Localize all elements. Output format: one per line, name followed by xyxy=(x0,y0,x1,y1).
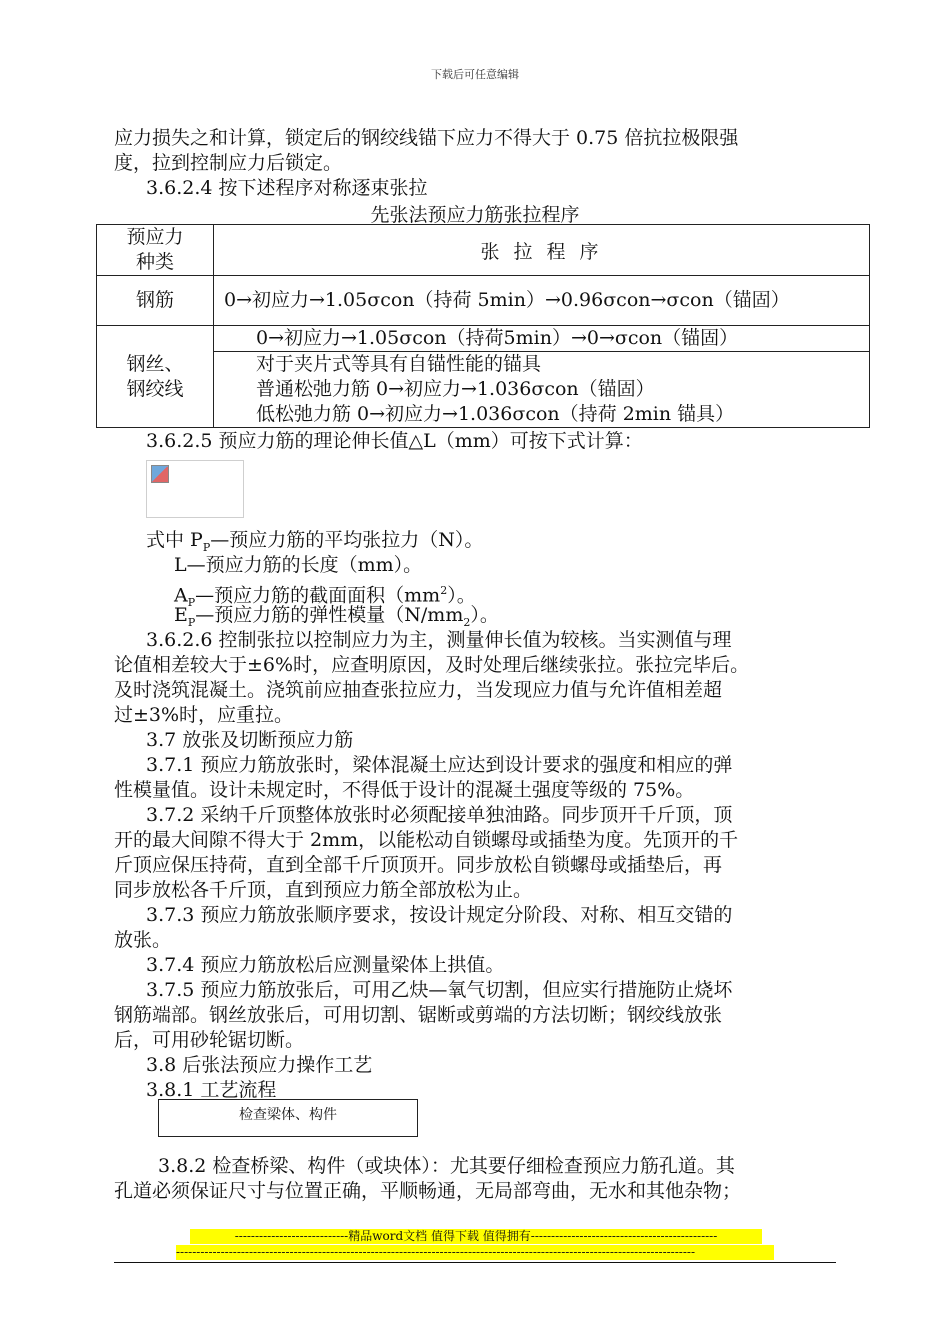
table-row-type: 钢丝、钢绞线 xyxy=(97,326,214,428)
body-line: 3.7.1 预应力筋放张时，梁体混凝土应达到设计要求的强度和相应的弹 xyxy=(146,754,733,776)
definition-line: 式中 $P_P—$预应力筋的平均张拉力（N）。 xyxy=(146,529,484,554)
body-line: 应力损失之和计算，锁定后的钢绞线锚下应力不得大于 0.75 倍抗拉极限强 xyxy=(114,127,739,149)
formula-intro: 3.6.2.5 预应力筋的理论伸长值△L（mm）可按下式计算： xyxy=(146,430,643,452)
footer-banner: ----------------------------精品word文档 值得下载 值得拥有---------------------------------------------- xyxy=(190,1229,762,1244)
procedure-note: 对于夹片式等具有自锚性能的锚具 xyxy=(256,353,542,375)
table-row-type: 钢筋 xyxy=(97,276,214,326)
body-line: 放张。 xyxy=(114,929,172,951)
body-line: 度，拉到控制应力后锁定。 xyxy=(114,152,343,174)
body-line: 钢筋端部。钢丝放张后，可用切割、锯断或剪端的方法切断；钢绞线放张 xyxy=(114,1004,723,1026)
body-line: 后，可用砂轮锯切断。 xyxy=(114,1029,305,1051)
body-line: 开的最大间隙不得大于 2mm，以能松动自锁螺母或插垫为度。先顶开的千 xyxy=(114,829,739,851)
procedure-item: 普通松弛力筋 0→初应力→1.036σcon（锚固） xyxy=(256,378,655,400)
formula-image-placeholder xyxy=(146,460,244,518)
section-heading: 3.8.1 工艺流程 xyxy=(146,1079,277,1101)
table-header-type: 预应力种类 xyxy=(97,225,214,276)
definition-line: L—预应力筋的长度（mm）。 xyxy=(174,554,423,576)
flowchart-box: 检查梁体、构件 xyxy=(158,1099,418,1137)
definition-line: $A_P—$预应力筋的截面面积$(mm^2)$。 xyxy=(174,584,476,610)
broken-image-icon xyxy=(151,465,169,483)
table-header-procedure: 张 拉 程 序 xyxy=(214,225,870,276)
body-line: 3.7.5 预应力筋放张后，可用乙炔—氧气切割，但应实行措施防止烧坏 xyxy=(146,979,733,1001)
procedure-item: 低松弛力筋 0→初应力→1.036σcon（持荷 2min 锚具） xyxy=(256,403,735,425)
section-heading: 3.8 后张法预应力操作工艺 xyxy=(146,1054,373,1076)
definition-line: $E_P—$预应力筋的弹性模量$(N/mm_2)$。 xyxy=(174,604,499,629)
body-line: 及时浇筑混凝土。浇筑前应抽查张拉应力，当发现应力值与允许值相差超 xyxy=(114,679,723,701)
body-line: 斤顶应保压持荷，直到全部千斤顶顶开。同步放松自锁螺母或插垫后，再 xyxy=(114,854,723,876)
body-line: 性模量值。设计未规定时，不得低于设计的混凝土强度等级的 75%。 xyxy=(114,779,695,801)
footer-banner-rule: -------------------------------------------------------------------------------------------------------------------------------- xyxy=(176,1245,774,1260)
section-heading: 3.6.2.4 按下述程序对称逐束张拉 xyxy=(146,177,428,199)
table-row-procedure: 0→初应力→1.05σcon（持荷5min）→0→σcon（锚固） xyxy=(214,326,870,352)
body-line: 3.7.4 预应力筋放松后应测量梁体上拱值。 xyxy=(146,954,505,976)
body-line: 同步放松各千斤顶，直到预应力筋全部放松为止。 xyxy=(114,879,533,901)
table-row-procedure-list xyxy=(214,352,870,428)
body-line: 3.7.2 采纳千斤顶整体放张时必须配接单独油路。同步顶开千斤顶，顶 xyxy=(146,804,733,826)
table-caption: 先张法预应力筋张拉程序 xyxy=(370,204,580,226)
body-line: 过±3%时，应重拉。 xyxy=(114,704,294,726)
page-header: 下载后可任意编辑 xyxy=(431,68,519,81)
body-line: 论值相差较大于±6%时，应查明原因，及时处理后继续张拉。张拉完毕后。 xyxy=(114,654,750,676)
section-heading: 3.7 放张及切断预应力筋 xyxy=(146,729,354,751)
body-line: 3.6.2.6 控制张拉以控制应力为主，测量伸长值为较核。当实测值与理 xyxy=(146,629,732,651)
tensioning-table xyxy=(96,224,870,428)
body-line: 孔道必须保证尺寸与位置正确，平顺畅通，无局部弯曲，无水和其他杂物； xyxy=(114,1180,742,1202)
footer-divider xyxy=(114,1262,836,1263)
table-row-procedure: 0→初应力→1.05σcon（持荷 5min）→0.96σcon→σcon（锚固） xyxy=(214,276,870,326)
body-line: 3.8.2 检查桥梁、构件（或块体）：尤其要仔细检查预应力筋孔道。其 xyxy=(158,1155,735,1177)
body-line: 3.7.3 预应力筋放张顺序要求，按设计规定分阶段、对称、相互交错的 xyxy=(146,904,733,926)
